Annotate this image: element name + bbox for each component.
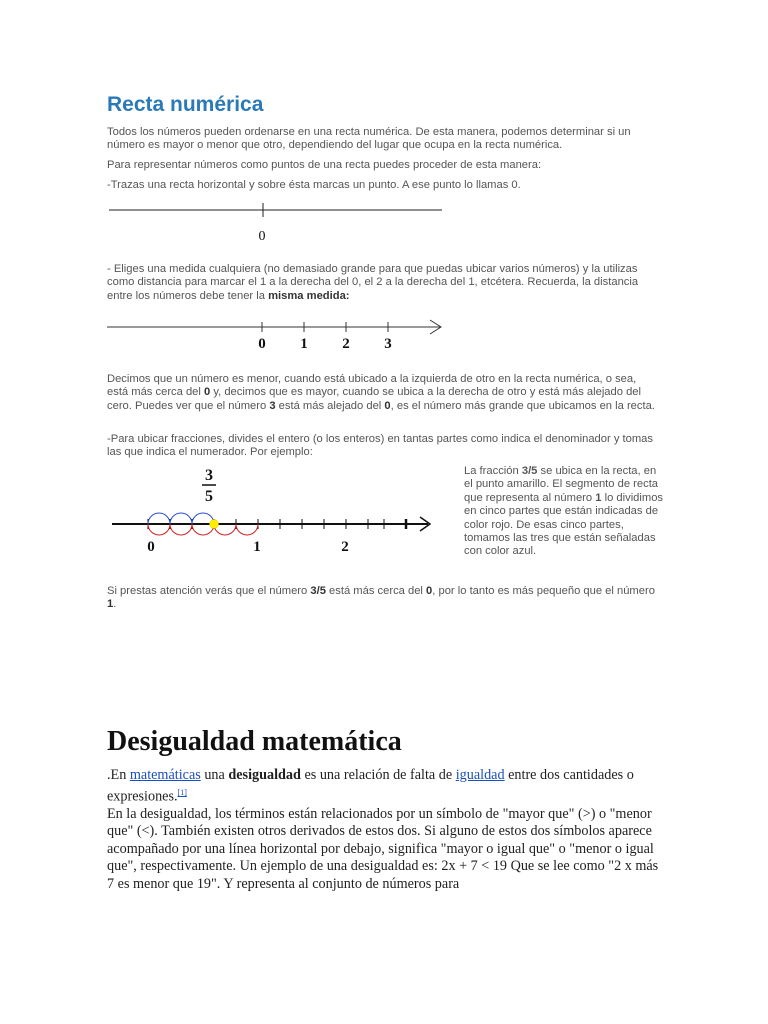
comparison-text-a: Decimos que un número es menor, cuando está ubicado a la izquierda de otro en la recta numérica, o sea, está más cerca del (107, 373, 637, 399)
comparison-text-d: está más alejado del (275, 399, 385, 412)
paragraph-inequality-symbols (107, 806, 663, 893)
definition-text-d: entre dos cantidades o expresiones. (107, 767, 634, 806)
note-text-a: La fracción (464, 465, 522, 477)
paragraph-intro: Todos los números pueden ordenarse en una recta numérica. De esta manera, podemos determinar si un número es mayor o menor que otro, dependiendo del lugar que ocupa en la recta numérica. (107, 126, 631, 152)
paragraph-fractions: -Para ubicar fracciones, divides el entero (o los enteros) en tantas partes como indica el denominador y tomas las que indica el numerador. Por ejemplo: (107, 433, 653, 459)
fraction-numerator: 3 (205, 467, 213, 484)
conclusion-bold-fraction: 3/5 (310, 585, 326, 597)
fraction-denominator: 5 (205, 488, 213, 505)
conclusion-text-e: . (113, 598, 117, 611)
comparison-bold-zero-2: 0 (384, 399, 391, 412)
conclusion-bold-one: 1 (107, 598, 114, 611)
conclusion-text-d: , por lo tanto es más pequeño que el número (432, 585, 655, 597)
figure3-label-0: 0 (147, 539, 155, 555)
section-title-desigualdad: Desigualdad matemática (107, 726, 402, 757)
definition-text-c: es una relación de falta de (300, 767, 456, 783)
fraction-point-yellow (210, 520, 219, 529)
paragraph-step-one: -Trazas una recta horizontal y sobre ésta marcas un punto. A ese punto lo llamas 0. (107, 179, 521, 191)
link-matematicas[interactable]: matemáticas (129, 767, 201, 783)
comparison-text-e: , es el número más grande que ubicamos en la recta. (390, 399, 655, 412)
definition-text-a: .En (107, 767, 130, 783)
comparison-bold-three: 3 (269, 399, 276, 412)
reference-link[interactable]: [1] (177, 788, 187, 798)
figure3-red-arcs (148, 524, 258, 535)
paragraph-procedure: Para representar números como puntos de una recta puedes proceder de esta manera: (107, 159, 542, 171)
figure2-label-3: 3 (384, 336, 392, 352)
figure3-blue-arcs (148, 513, 214, 524)
definition-text-b: una (200, 767, 229, 783)
step-two-bold: misma medida: (268, 289, 350, 302)
figure1-zero-label: 0 (258, 229, 266, 244)
symbols-text-a: En la desigualdad, los términos están relacionados por un símbolo de "mayor que" (>) o "menor que" (<). También existen otros derivados de estos dos. Si alguno de estos dos símbolos aparece acompañado por una línea horizontal por debajo, significa "mayor o igual que" o "menor o igual que", respectivamente. Un ejemplo de una desigualdad es: (107, 806, 654, 875)
figure3-label-1: 1 (253, 539, 261, 555)
figure3-label-2: 2 (341, 539, 349, 555)
conclusion-text-a: Si prestas atención verás que el número (107, 585, 311, 597)
comparison-text-c: y, decimos que es mayor, cuando se ubica a la derecha de otro y está más alejado del cero. Puedes ver que el número (107, 386, 642, 412)
conclusion-text-c: está más cerca del (325, 585, 427, 597)
figure2-label-2: 2 (342, 336, 350, 352)
note-bold-fraction: 3/5 (521, 465, 538, 477)
note-text-d: lo dividimos en cinco partes que están indicadas de color rojo. De esas cinco partes, tomamos las tres que están señaladas con color azul. (464, 491, 664, 558)
section-title-recta-numerica: Recta numérica (107, 93, 264, 116)
figure2-label-1: 1 (300, 336, 308, 352)
link-igualdad[interactable]: igualdad (455, 767, 505, 783)
symbols-text-b: Que se lee como "2 x más 7 es menor que 19". Y representa al conjunto de números para (107, 858, 659, 892)
note-text-c: se ubica en la recta, en el punto amarillo. El segmento de recta que representa al número (464, 465, 659, 504)
step-two-text: - Eliges una medida cualquiera (no demasiado grande para que puedas ubicar varios números) y la utilizas como distancia para marcar el 1 a la derecha del 0, el 2 a la derecha del 1, etcétera. Recuerda, la distancia entre los números debe tener la (107, 263, 639, 302)
paragraph-conclusion (107, 585, 657, 612)
conclusion-bold-zero: 0 (426, 585, 433, 597)
definition-bold-desigualdad: desigualdad (228, 767, 301, 783)
note-bold-one: 1 (595, 491, 602, 504)
inequality-example: 2x + 7 < 19 (441, 858, 508, 875)
comparison-bold-zero: 0 (204, 386, 211, 399)
fraction-explanation-note (464, 465, 664, 559)
figure2-label-0: 0 (258, 336, 266, 352)
paragraph-definition (107, 767, 663, 807)
